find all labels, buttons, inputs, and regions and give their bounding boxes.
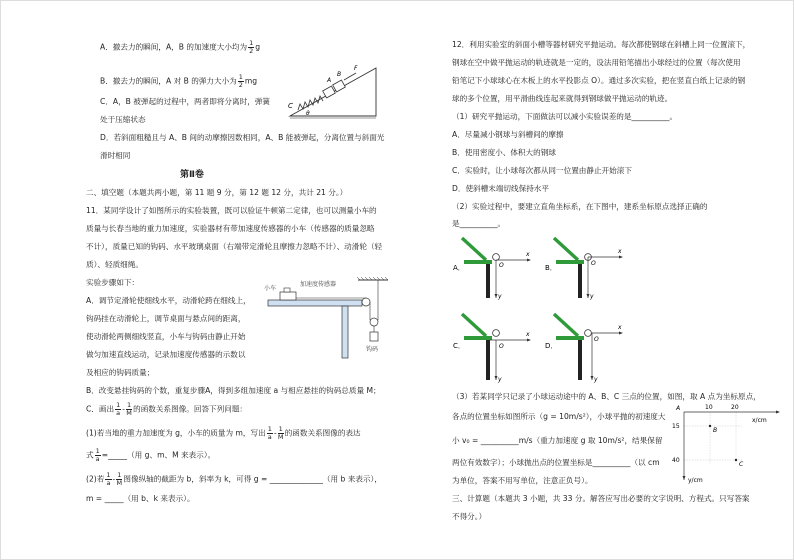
label-a: A． xyxy=(453,264,465,272)
label-b: B xyxy=(337,71,342,78)
q11-line1: 11．某同学设计了如图所示的实验装置，既可以验证牛顿第二定律，也可以测量小车的 xyxy=(86,206,377,215)
option-b-text: B．撤去力的瞬间，A 对 B 的弹力大小为 xyxy=(100,76,237,86)
svg-text:x: x xyxy=(526,251,530,258)
svg-text:O: O xyxy=(591,260,596,267)
svg-text:y/cm: y/cm xyxy=(688,477,703,484)
label-hook-weight: 钩码 xyxy=(366,346,379,353)
figure-c xyxy=(452,308,532,384)
option-a-g: g xyxy=(255,42,261,52)
q11-part2-line2: m = _____（用 b、k 来表示）。 xyxy=(86,494,195,503)
option-b-mg: mg xyxy=(244,76,258,86)
q12-part1: （1）研究平抛运动，下面做法可以减小实验误差的是__________。 xyxy=(452,112,678,121)
q12-line4: 球的多个位置，用平滑曲线连起来就得到钢球做平抛运动的轨迹。 xyxy=(452,94,673,103)
fraction-1-over-m: $\frac{1}{M}$ xyxy=(126,401,132,417)
svg-text:y: y xyxy=(498,376,502,383)
label-b: B． xyxy=(545,264,557,272)
section-3-line2: 不得分。） xyxy=(452,512,487,521)
label-c: C xyxy=(288,102,293,110)
svg-text:O: O xyxy=(594,336,599,343)
svg-text:15: 15 xyxy=(672,423,680,430)
option-d-line2: 滑时相同 xyxy=(100,151,131,160)
label-a: A xyxy=(327,77,332,84)
label-car: 小车 xyxy=(264,285,277,292)
q11-line3: 不计），质量已知的钩码、水平玻璃桌面（右端带定滑轮且摩擦力忽略不计）、动滑轮（轻 xyxy=(86,242,383,251)
fraction-1-over-a: $\frac{1}{a}$ xyxy=(116,401,121,417)
q12-option-b: B．使用密度小、体积大的钢球 xyxy=(452,148,556,157)
label-theta: θ xyxy=(306,110,310,117)
q11-part1-line1: (1)若当地的重力加速度为 g，小车的质量为 m，写出 $\frac{1}{a}$ - $\frac{1}{M}$ 的函数关系图像的表达 xyxy=(86,425,361,441)
q12-line1: 12．利用实验室的斜面小槽等器材研究平抛运动。每次都使钢球在斜槽上同一位置滚下， xyxy=(452,40,751,49)
option-a-line xyxy=(100,40,260,55)
fraction-half: $\frac{1}{2}$ xyxy=(249,39,254,55)
svg-text:y: y xyxy=(594,376,598,383)
q12-line3: 铅笔记下小球球心在木板上的水平投影点 O）。通过多次实验，把在竖直白纸上记录的钢 xyxy=(452,76,746,85)
q11-part1-line2: 式 $\frac{1}{a}$ =_____（用 g、m、M 来表示）。 xyxy=(86,447,216,463)
point-b-label: B xyxy=(713,427,718,434)
apparatus-figure xyxy=(262,276,392,362)
fraction-half-2: $\frac{1}{2}$ xyxy=(238,73,243,89)
q12-option-d: D．使斜槽末端切线保持水平 xyxy=(452,184,549,193)
q12-part3-line1: （3）若某同学只记录了小球运动途中的 A、B、C 三点的位置，如图，取 A 点为坐标原点， xyxy=(452,392,761,401)
q12-part3-line5: 为单位，答案不用写单位，注意正负号）。 xyxy=(452,476,593,485)
label-sensor: 加速度传感器 xyxy=(300,281,337,288)
section-2-heading: 二、填空题（本题共两小题，第 11 题 9 分，第 12 题 12 分，共计 21 分。） xyxy=(86,188,348,197)
trajectory-grid-figure xyxy=(672,402,784,484)
svg-text:O: O xyxy=(499,343,504,350)
section-2-title: 第Ⅱ卷 xyxy=(180,170,204,180)
label-d: D． xyxy=(545,342,558,350)
q12-option-c: C．实验时，让小球每次都从同一位置由静止开始滚下 xyxy=(452,166,632,175)
svg-text:20: 20 xyxy=(731,404,739,411)
q12-part2-line2: 是__________。 xyxy=(452,219,506,228)
right-column xyxy=(400,0,794,560)
step-a-line1: A．调节定滑轮使细线水平，动滑轮跨在细线上， xyxy=(86,296,251,305)
step-a-line2: 钩码挂在动滑轮上，调节桌面与悬点间的距离， xyxy=(86,314,246,323)
q11-line2: 质量与长春当地的重力加速度，实验器材有带加速度传感器的小车（传感器的质量忽略 xyxy=(86,224,375,233)
label-c: C． xyxy=(453,342,465,350)
steps-heading: 实验步骤如下： xyxy=(86,278,140,287)
svg-text:x: x xyxy=(618,248,622,255)
option-a-text: A．撤去力的瞬间，A，B 的加速度大小均为 xyxy=(100,42,248,52)
figure-b xyxy=(544,232,624,302)
svg-text:x: x xyxy=(526,331,530,338)
label-f: F xyxy=(354,65,358,72)
figure-d xyxy=(544,308,624,384)
svg-text:40: 40 xyxy=(672,457,680,464)
option-c-line2: 处于压缩状态 xyxy=(100,115,146,124)
option-b-line xyxy=(100,74,257,89)
svg-text:y: y xyxy=(590,293,594,300)
q12-option-a: A．尽量减小钢球与斜槽间的摩擦 xyxy=(452,130,564,139)
option-d-line1: D．若斜面粗糙且与 A、B 间的动摩擦因数相同，A、B 能被弹起，分离位置与斜面光 xyxy=(100,133,385,142)
q11-part2-line1: (2)若 $\frac{1}{a}$ - $\frac{1}{M}$ 图像纵轴的截距为 b，斜率为 k，可得 g = ______________（用 b 来表示）， xyxy=(86,471,382,487)
q12-line2: 钢球在空中做平抛运动的轨迹就是一定的，设法用铅笔描出小球经过的位置（每次使用 xyxy=(452,58,741,67)
q12-part3-line4: 两位有效数字）；小球抛出点的位置坐标是__________（以 cm xyxy=(452,458,660,467)
q12-part3-line3: 小 v₀ = __________m/s（重力加速度 g 取 10m/s²，结果保留 xyxy=(452,436,663,445)
incline-spring-figure xyxy=(284,60,384,122)
step-a-line3: 使动滑轮两侧细线竖直，小车与钩码由静止开始 xyxy=(86,332,246,341)
option-c-line1: C．A，B 被弹起的过程中，两者即将分离时，弹簧 xyxy=(100,97,270,106)
svg-text:y: y xyxy=(498,293,502,300)
point-a-label: A xyxy=(676,405,681,412)
svg-text:x: x xyxy=(618,324,622,331)
svg-text:x/cm: x/cm xyxy=(752,417,767,424)
step-a-line4: 做匀加速直线运动，记录加速度传感器的示数以 xyxy=(86,350,246,359)
figure-a xyxy=(452,232,532,302)
step-b-line: B．改变悬挂钩码的个数，重复步骤A，得到多组加速度 a 与相应悬挂的钩码总质量 M； xyxy=(86,386,381,395)
section-3-line1: 三、计算题（本题共 3 小题，共 33 分。解答应写出必要的文字说明、方程式。只写答案 xyxy=(452,494,750,503)
svg-text:O: O xyxy=(499,262,504,269)
point-c-label: C xyxy=(739,461,744,468)
step-c-line: C．画出 $\frac{1}{a}$ - $\frac{1}{M}$ 的函数关系图像。回答下列问题： xyxy=(86,401,248,417)
q12-part3-line2: 各点的位置坐标如图所示（g = 10m/s²），小球平抛的初速度大 xyxy=(452,412,666,421)
q11-line4: 质）、轻质细绳。 xyxy=(86,260,143,269)
q12-part2-line1: （2）实验过程中，要建立直角坐标系，在下图中，建系坐标原点选择正确的 xyxy=(452,202,708,211)
svg-text:10: 10 xyxy=(705,404,713,411)
step-a-line5: 及相应的钩码质量； xyxy=(86,368,155,377)
